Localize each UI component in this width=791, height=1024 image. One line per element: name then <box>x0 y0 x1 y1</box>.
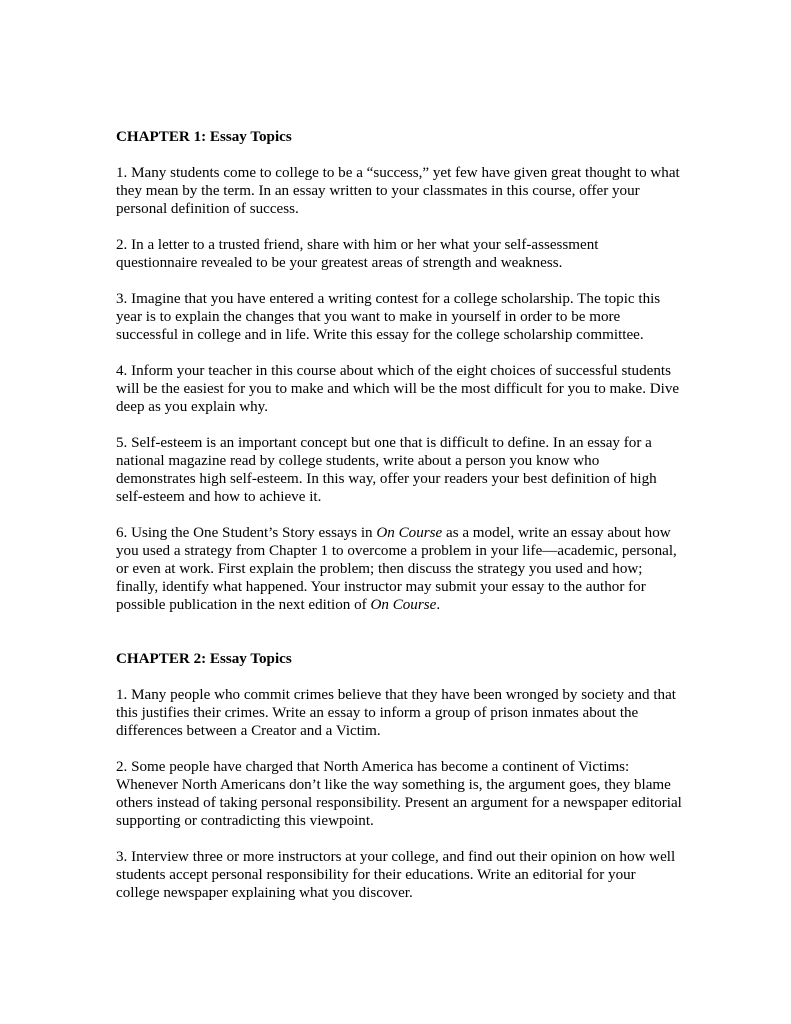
chapter-2-heading: CHAPTER 2: Essay Topics <box>116 651 292 667</box>
chapter-1-topic-5: 5. Self-esteem is an important concept but one that is difficult to define. In an essay for a national magazine read by college students, write about a person you know who demonstrates high self-esteem. In this way, offer your readers your best definition of high self-esteem and how to achieve it. <box>116 435 657 505</box>
chapter-1-heading: CHAPTER 1: Essay Topics <box>116 129 292 145</box>
chapter-1-topic-1: 1. Many students come to college to be a “success,” yet few have given great thought to what they mean by the term. In an essay written to your classmates in this course, offer your personal definition of success. <box>116 165 680 217</box>
topic-6-text-part-3: . <box>436 597 441 613</box>
topic-6-text-part-2: as a model, write an essay about how you used a strategy from Chapter 1 to overcome a problem in your life—academic, personal, or even at work. First explain the problem; then discuss the strategy you used and how; finally, identify what happened. Your instructor may submit your essay to the author for possible publication in the next edition of <box>116 525 677 613</box>
document-page <box>116 128 682 902</box>
chapter-1-topic-3: 3. Imagine that you have entered a writing contest for a college scholarship. The topic this year is to explain the changes that you want to make in yourself in order to be more successful in college and in life. Write this essay for the college scholarship committee. <box>116 291 661 343</box>
chapter-2-topic-2: 2. Some people have charged that North America has become a continent of Victims: Whenever North Americans don’t like the way something is, the argument goes, they blame others instead of taking personal responsibility. Present an argument for a newspaper editorial supporting or contradicting this viewpoint. <box>116 759 682 829</box>
chapter-2-topic-3: 3. Interview three or more instructors at your college, and find out their opinion on how well students accept personal responsibility for their educations. Write an editorial for your college newspaper explaining what you discover. <box>116 849 676 901</box>
chapter-2-topic-1: 1. Many people who commit crimes believe that they have been wronged by society and that this justifies their crimes. Write an essay to inform a group of prison inmates about the differences between a Creator and a Victim. <box>116 687 676 739</box>
chapter-1-topic-4: 4. Inform your teacher in this course about which of the eight choices of successful students will be the easiest for you to make and which will be the most difficult for you to make. Dive deep as you explain why. <box>116 363 680 415</box>
chapter-1-topic-2: 2. In a letter to a trusted friend, share with him or her what your self-assessment questionnaire revealed to be your greatest areas of strength and weakness. <box>116 237 599 271</box>
book-title-italic: On Course <box>376 525 443 541</box>
book-title-italic: On Course <box>370 597 437 613</box>
chapter-1-topic-6 <box>116 524 682 614</box>
topic-6-text-part-1: 6. Using the One Student’s Story essays in <box>116 525 377 541</box>
